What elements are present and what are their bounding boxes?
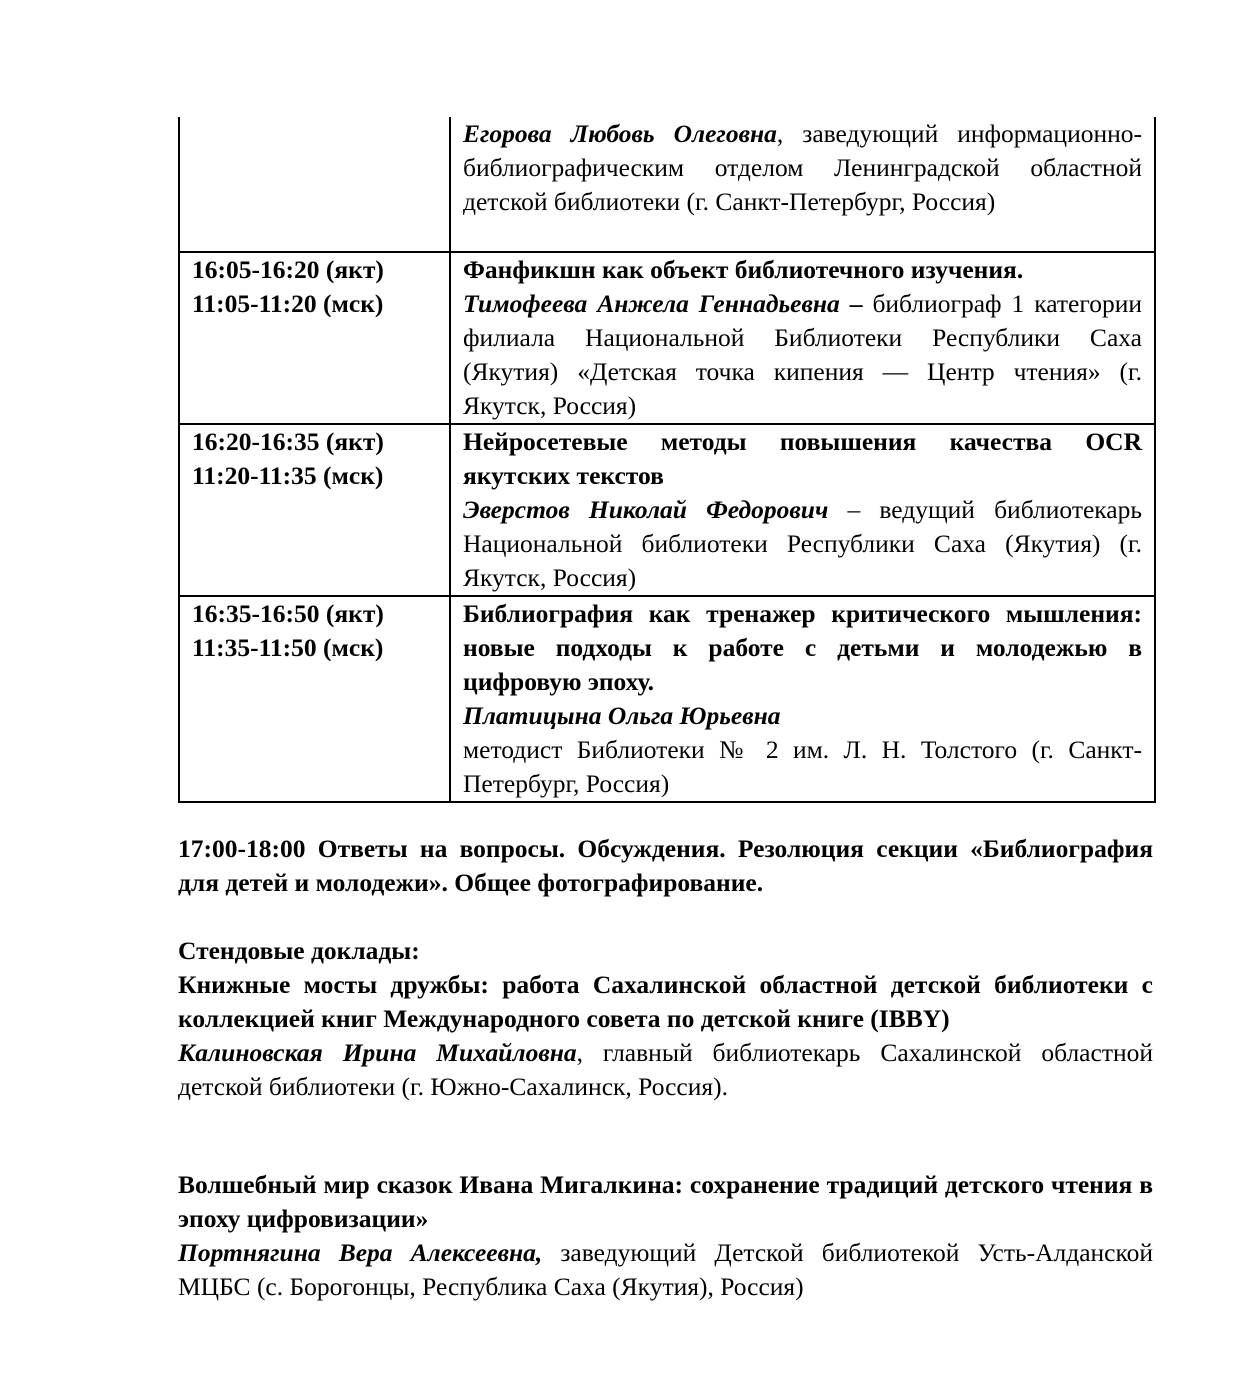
description-cell	[450, 424, 1155, 596]
poster-item	[178, 1168, 1153, 1304]
speaker-separator: ,	[576, 1038, 583, 1067]
table-row	[179, 117, 1155, 252]
time-cell	[179, 117, 450, 252]
time-msk: 11:35-11:50 (мск)	[192, 633, 384, 662]
poster-title: Волшебный мир сказок Ивана Мигалкина: сохранение традиций детского чтения в эпоху цифровизации»	[178, 1170, 1153, 1233]
table-row	[179, 596, 1155, 802]
speaker-role: заведующий Детской библиотекой Усть-Алданской МЦБС (с. Борогонцы, Республика Саха (Якутия), Россия)	[178, 1238, 1153, 1301]
talk-title: Нейросетевые методы повышения качества OCR якутских текстов	[463, 427, 1142, 490]
speaker-role: библиограф 1 категории филиала Национальной Библиотеки Республики Саха (Якутия) «Детская точка кипения — Центр чтения» (г. Якутск, Россия)	[463, 289, 1142, 420]
speaker-name: Платицына Ольга Юрьевна	[463, 701, 781, 730]
talk-title: Библиография как тренажер критического мышления: новые подходы к работе с детьми и молодежью в цифровую эпоху.	[463, 599, 1142, 696]
time-ykt: 16:05-16:20 (якт)	[192, 255, 384, 284]
closing-session	[178, 832, 1153, 900]
time-msk: 11:20-11:35 (мск)	[192, 461, 384, 490]
speaker-separator: ,	[776, 119, 784, 148]
speaker-separator: –	[839, 289, 863, 318]
time-cell	[179, 596, 450, 802]
speaker-name: Эверстов Николай Федорович	[463, 495, 829, 524]
poster-title: Книжные мосты дружбы: работа Сахалинской областной детской библиотеки с коллекцией книг Международного совета по детской книге (IBBY)	[178, 970, 1153, 1033]
poster-author	[178, 1236, 1153, 1304]
time-msk: 11:05-11:20 (мск)	[192, 289, 384, 318]
speaker-role: заведующий информационно-библиографическим отделом Ленинградской областной детской библиотеки (г. Санкт-Петербург, Россия)	[463, 119, 1142, 216]
time-cell	[179, 424, 450, 596]
speaker-name: Тимофеева Анжела Геннадьевна	[463, 289, 840, 318]
description-cell	[450, 596, 1155, 802]
speaker-separator: –	[828, 495, 861, 524]
description-cell	[450, 252, 1155, 424]
speaker-name: Калиновская Ирина Михайловна	[178, 1038, 577, 1067]
speaker-role: главный библиотекарь Сахалинской областной детской библиотеки (г. Южно-Сахалинск, Россия).	[178, 1038, 1154, 1101]
time-cell	[179, 252, 450, 424]
posters-section	[178, 934, 1153, 1104]
table-row	[179, 424, 1155, 596]
time-ykt: 16:35-16:50 (якт)	[192, 599, 384, 628]
speaker-name: Егорова Любовь Олеговна	[463, 119, 777, 148]
speaker-role: ведущий библиотекарь Национальной библиотеки Республики Саха (Якутия) (г. Якутск, Россия)	[463, 495, 1142, 592]
time-ykt: 16:20-16:35 (якт)	[192, 427, 384, 456]
table-row	[179, 252, 1155, 424]
posters-heading: Стендовые доклады:	[178, 936, 420, 965]
closing-text: 17:00-18:00 Ответы на вопросы. Обсуждения. Резолюция секции «Библиография для детей и молодежи». Общее фотографирование.	[178, 834, 1153, 897]
schedule-table	[178, 117, 1156, 803]
speaker-name: Портнягина Вера Алексеевна,	[178, 1238, 543, 1267]
speaker-role: методист Библиотеки № 2 им. Л. Н. Толстого (г. Санкт-Петербург, Россия)	[463, 735, 1142, 798]
description-cell	[450, 117, 1155, 252]
talk-title: Фанфикшн как объект библиотечного изучения.	[463, 255, 1024, 284]
poster-author	[178, 1036, 1153, 1104]
